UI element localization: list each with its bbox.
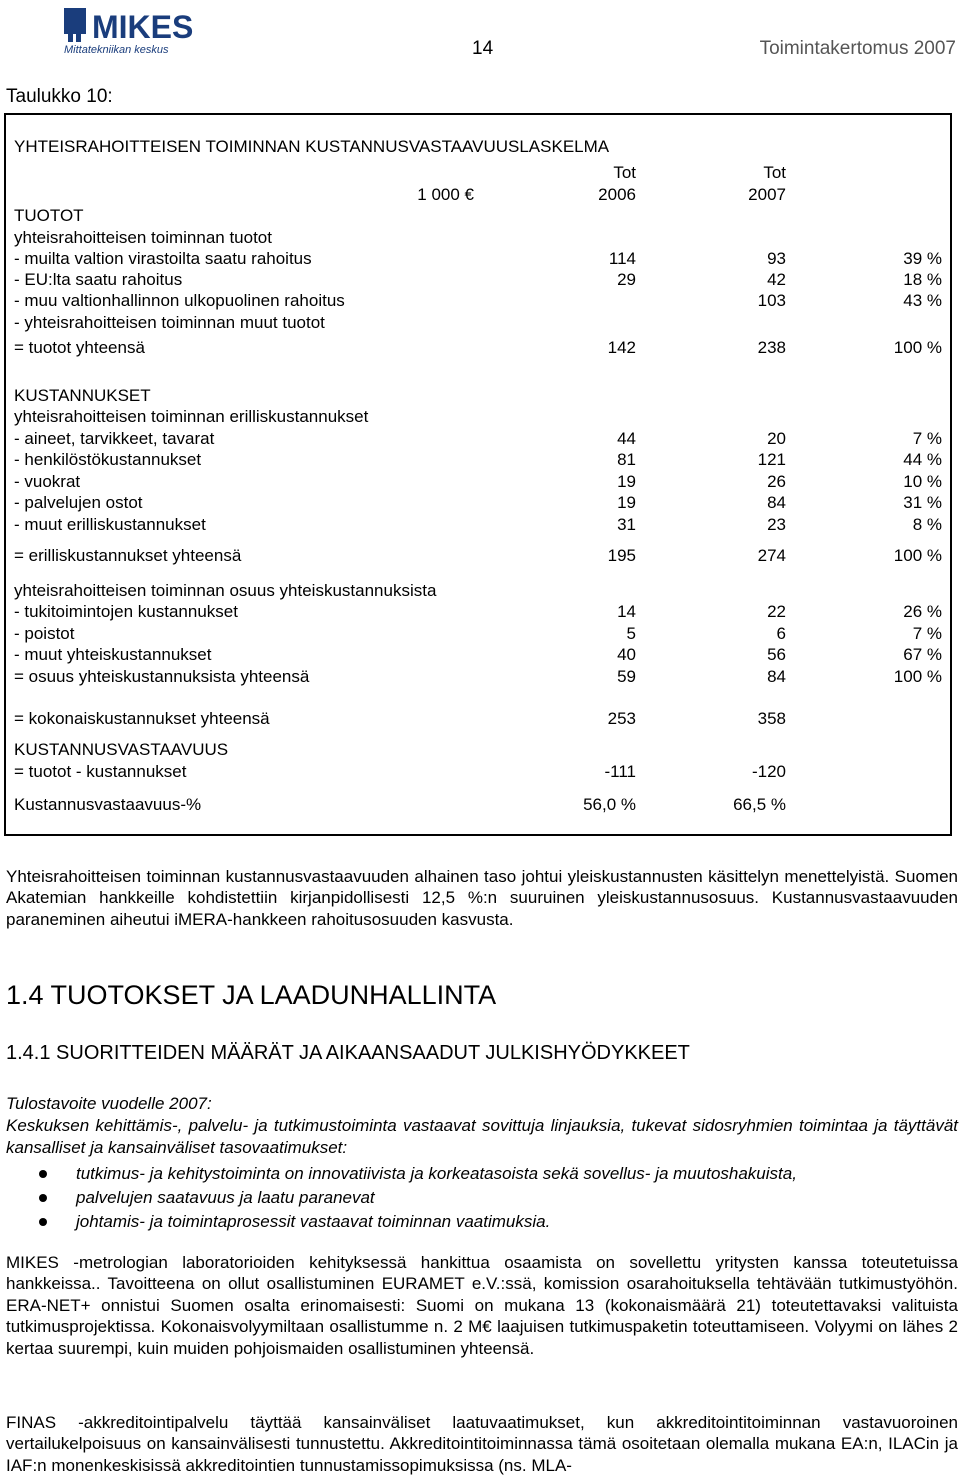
mikes-logo <box>62 4 212 56</box>
row-label: - henkilöstökustannukset <box>14 450 202 469</box>
value-2006: 19 <box>617 472 636 491</box>
value-2006: 40 <box>617 645 636 664</box>
list-item-text: palvelujen saatavuus ja laatu paranevat <box>76 1188 375 1207</box>
goal-title: Tulostavoite vuodelle 2007: <box>6 1094 212 1113</box>
value-pct: 10 % <box>903 472 942 491</box>
section-heading: 1.4 TUOTOKSET JA LAADUNHALLINTA <box>6 980 497 1010</box>
income-heading: TUOTOT <box>14 206 84 225</box>
paragraph-finas: FINAS -akkreditointipalvelu täyttää kansainväliset laatuvaatimukset, kun akkreditointitoiminnan vastavuoroinen vertailukelpoisuus on kansainvälisesti tunnustettu. Akkreditointitoiminnassa tämä osoitetaan olemalla mukana EA:n, ILACin ja IAF:n monenkeskisissä akkreditointien tunnustamissopimuksissa (ns. MLA- <box>6 1413 958 1475</box>
value-pct: 39 % <box>903 249 942 268</box>
value-2007: 103 <box>757 291 786 310</box>
list-item <box>0 1210 960 1234</box>
value-pct: 26 % <box>903 602 942 621</box>
row-label: - poistot <box>14 624 75 643</box>
report-title: Toimintakertomus 2007 <box>759 38 956 59</box>
costs-heading: KUSTANNUKSET <box>14 386 151 405</box>
value-2006: 142 <box>607 338 636 357</box>
row-label: = kokonaiskustannukset yhteensä <box>14 709 270 728</box>
value-2007: 358 <box>757 709 786 728</box>
row-label: = tuotot yhteensä <box>14 338 145 357</box>
row-label: = erilliskustannukset yhteensä <box>14 546 242 565</box>
coverage-heading: KUSTANNUSVASTAAVUUS <box>14 740 229 759</box>
row-label: - muilta valtion virastoilta saatu rahoitus <box>14 249 312 268</box>
value-pct: 7 % <box>912 624 942 643</box>
value-2007: 23 <box>767 515 786 534</box>
value-2006: 5 <box>626 624 636 643</box>
value-2007: 22 <box>767 602 786 621</box>
value-2007: 84 <box>767 667 786 686</box>
table-caption: Taulukko 10: <box>6 86 113 107</box>
value-pct: 67 % <box>903 645 942 664</box>
list-item <box>0 1186 960 1210</box>
subsection-heading: 1.4.1 SUORITTEIDEN MÄÄRÄT JA AIKAANSAADUT JULKISHYÖDYKKEET <box>6 1042 690 1064</box>
value-2007: 84 <box>767 493 786 512</box>
unit-label: 1 000 € <box>417 185 474 204</box>
row-label: - palvelujen ostot <box>14 493 143 512</box>
value-2006: 14 <box>617 602 636 621</box>
row-label: - aineet, tarvikkeet, tavarat <box>14 429 215 448</box>
list-item <box>0 1162 960 1186</box>
logo-subtext: Mittatekniikan keskus <box>64 44 169 56</box>
row-label: - muut yhteiskustannukset <box>14 645 212 664</box>
value-pct: 100 % <box>893 667 942 686</box>
value-2007: 26 <box>767 472 786 491</box>
value-pct: 7 % <box>912 429 942 448</box>
list-item-text: johtamis- ja toimintaprosessit vastaavat toiminnan vaatimuksia. <box>76 1212 551 1231</box>
row-label: - muu valtionhallinnon ulkopuolinen rahoitus <box>14 291 345 310</box>
bullet-icon <box>39 1218 47 1226</box>
value-2006: -111 <box>604 762 636 781</box>
value-2006: 81 <box>617 450 636 469</box>
value-2006: 29 <box>617 270 636 289</box>
value-pct: 31 % <box>903 493 942 512</box>
bullet-icon <box>39 1194 47 1202</box>
value-2006: 56,0 % <box>583 795 636 814</box>
goal-list <box>0 1162 960 1234</box>
value-2007: 56 <box>767 645 786 664</box>
col-header-2006-line2: 2006 <box>598 185 636 204</box>
list-item-text: tutkimus- ja kehitystoiminta on innovatiivista ja korkeatasoista sekä sovellus- ja muutoshakuista, <box>76 1164 797 1183</box>
value-2007: -120 <box>751 762 786 781</box>
value-pct: 8 % <box>912 515 942 534</box>
page-number: 14 <box>472 38 494 59</box>
paragraph-cost-coverage: Yhteisrahoitteisen toiminnan kustannusvastaavuuden alhainen taso johtui yleiskustannusten käsittelyn menettelyistä. Suomen Akatemian hankkeille kohdistettiin kirjanpidollisesti 12,5 %:n suuruinen yleiskustannusosuus. Kustannusvastaavuuden paraneminen aiheutui iMERA-hankkeen rahoitusosuuden kasvusta. <box>6 867 958 929</box>
value-pct: 100 % <box>893 546 942 565</box>
value-2007: 121 <box>757 450 786 469</box>
table-title: YHTEISRAHOITTEISEN TOIMINNAN KUSTANNUSVASTAAVUUSLASKELMA <box>14 137 610 156</box>
logo-text: MIKES <box>92 9 194 45</box>
row-label: - yhteisrahoitteisen toiminnan muut tuotot <box>14 313 325 332</box>
col-header-2007-line1: Tot <box>763 163 786 182</box>
row-label: - tukitoimintojen kustannukset <box>14 602 238 621</box>
row-label: - EU:lta saatu rahoitus <box>14 270 183 289</box>
value-2006: 195 <box>607 546 636 565</box>
value-2007: 42 <box>767 270 786 289</box>
cost-table <box>4 113 952 836</box>
value-pct: 100 % <box>893 338 942 357</box>
col-header-2007-line2: 2007 <box>748 185 786 204</box>
row-label: Kustannusvastaavuus-% <box>14 795 202 814</box>
bullet-icon <box>39 1170 47 1178</box>
value-2006: 253 <box>607 709 636 728</box>
value-pct: 18 % <box>903 270 942 289</box>
row-label: - muut erilliskustannukset <box>14 515 206 534</box>
value-2006: 44 <box>617 429 636 448</box>
value-2006: 19 <box>617 493 636 512</box>
value-2006: 114 <box>608 249 636 268</box>
value-2007: 6 <box>776 624 786 643</box>
paragraph-mikes: MIKES -metrologian laboratorioiden kehityksessä hankittua osaamista on sovellettu yritysten kanssa toteutetuissa hankkeissa.. Tavoitteena on ollut osallistuminen EURAMET e.V.:ssä, komission osarahoituksella tehtävään tutkimustyöhön. ERA-NET+ onnistui Suomen osalta erinomaisesti: Suomi on mukana 13 (kokonaismäärä 21) toteutettavaksi valituista tutkimusprojektissa. Kokonaisvolyymiltaan osallistumme n. 2 M€ laajuisen tutkimuspaketin toteuttamiseen. Volyymi on lähes 2 kertaa suurempi, kuin muiden pohjoismaiden osallistuminen yhteensä. <box>6 1253 958 1358</box>
costs-subheading: yhteisrahoitteisen toiminnan erilliskustannukset <box>14 407 369 426</box>
value-2006: 31 <box>617 515 636 534</box>
value-2007: 66,5 % <box>733 795 786 814</box>
value-2007: 238 <box>757 338 786 357</box>
col-header-2006-line1: Tot <box>613 163 636 182</box>
share-subheading: yhteisrahoitteisen toiminnan osuus yhteiskustannuksista <box>14 581 437 600</box>
value-pct: 43 % <box>903 291 942 310</box>
value-2007: 20 <box>767 429 786 448</box>
value-2006: 59 <box>617 667 636 686</box>
goal-text: Keskuksen kehittämis-, palvelu- ja tutkimustoiminta vastaavat sovittuja linjauksia, tukevat sidosryhmien toimintaa ja täyttävät kansalliset ja kansainväliset tasovaatimukset: <box>6 1116 958 1157</box>
row-label: = osuus yhteiskustannuksista yhteensä <box>14 667 310 686</box>
row-label: = tuotot - kustannukset <box>14 762 187 781</box>
value-2007: 274 <box>757 546 786 565</box>
income-subheading: yhteisrahoitteisen toiminnan tuotot <box>14 228 272 247</box>
row-label: - vuokrat <box>14 472 81 491</box>
value-2007: 93 <box>767 249 786 268</box>
value-pct: 44 % <box>903 450 942 469</box>
